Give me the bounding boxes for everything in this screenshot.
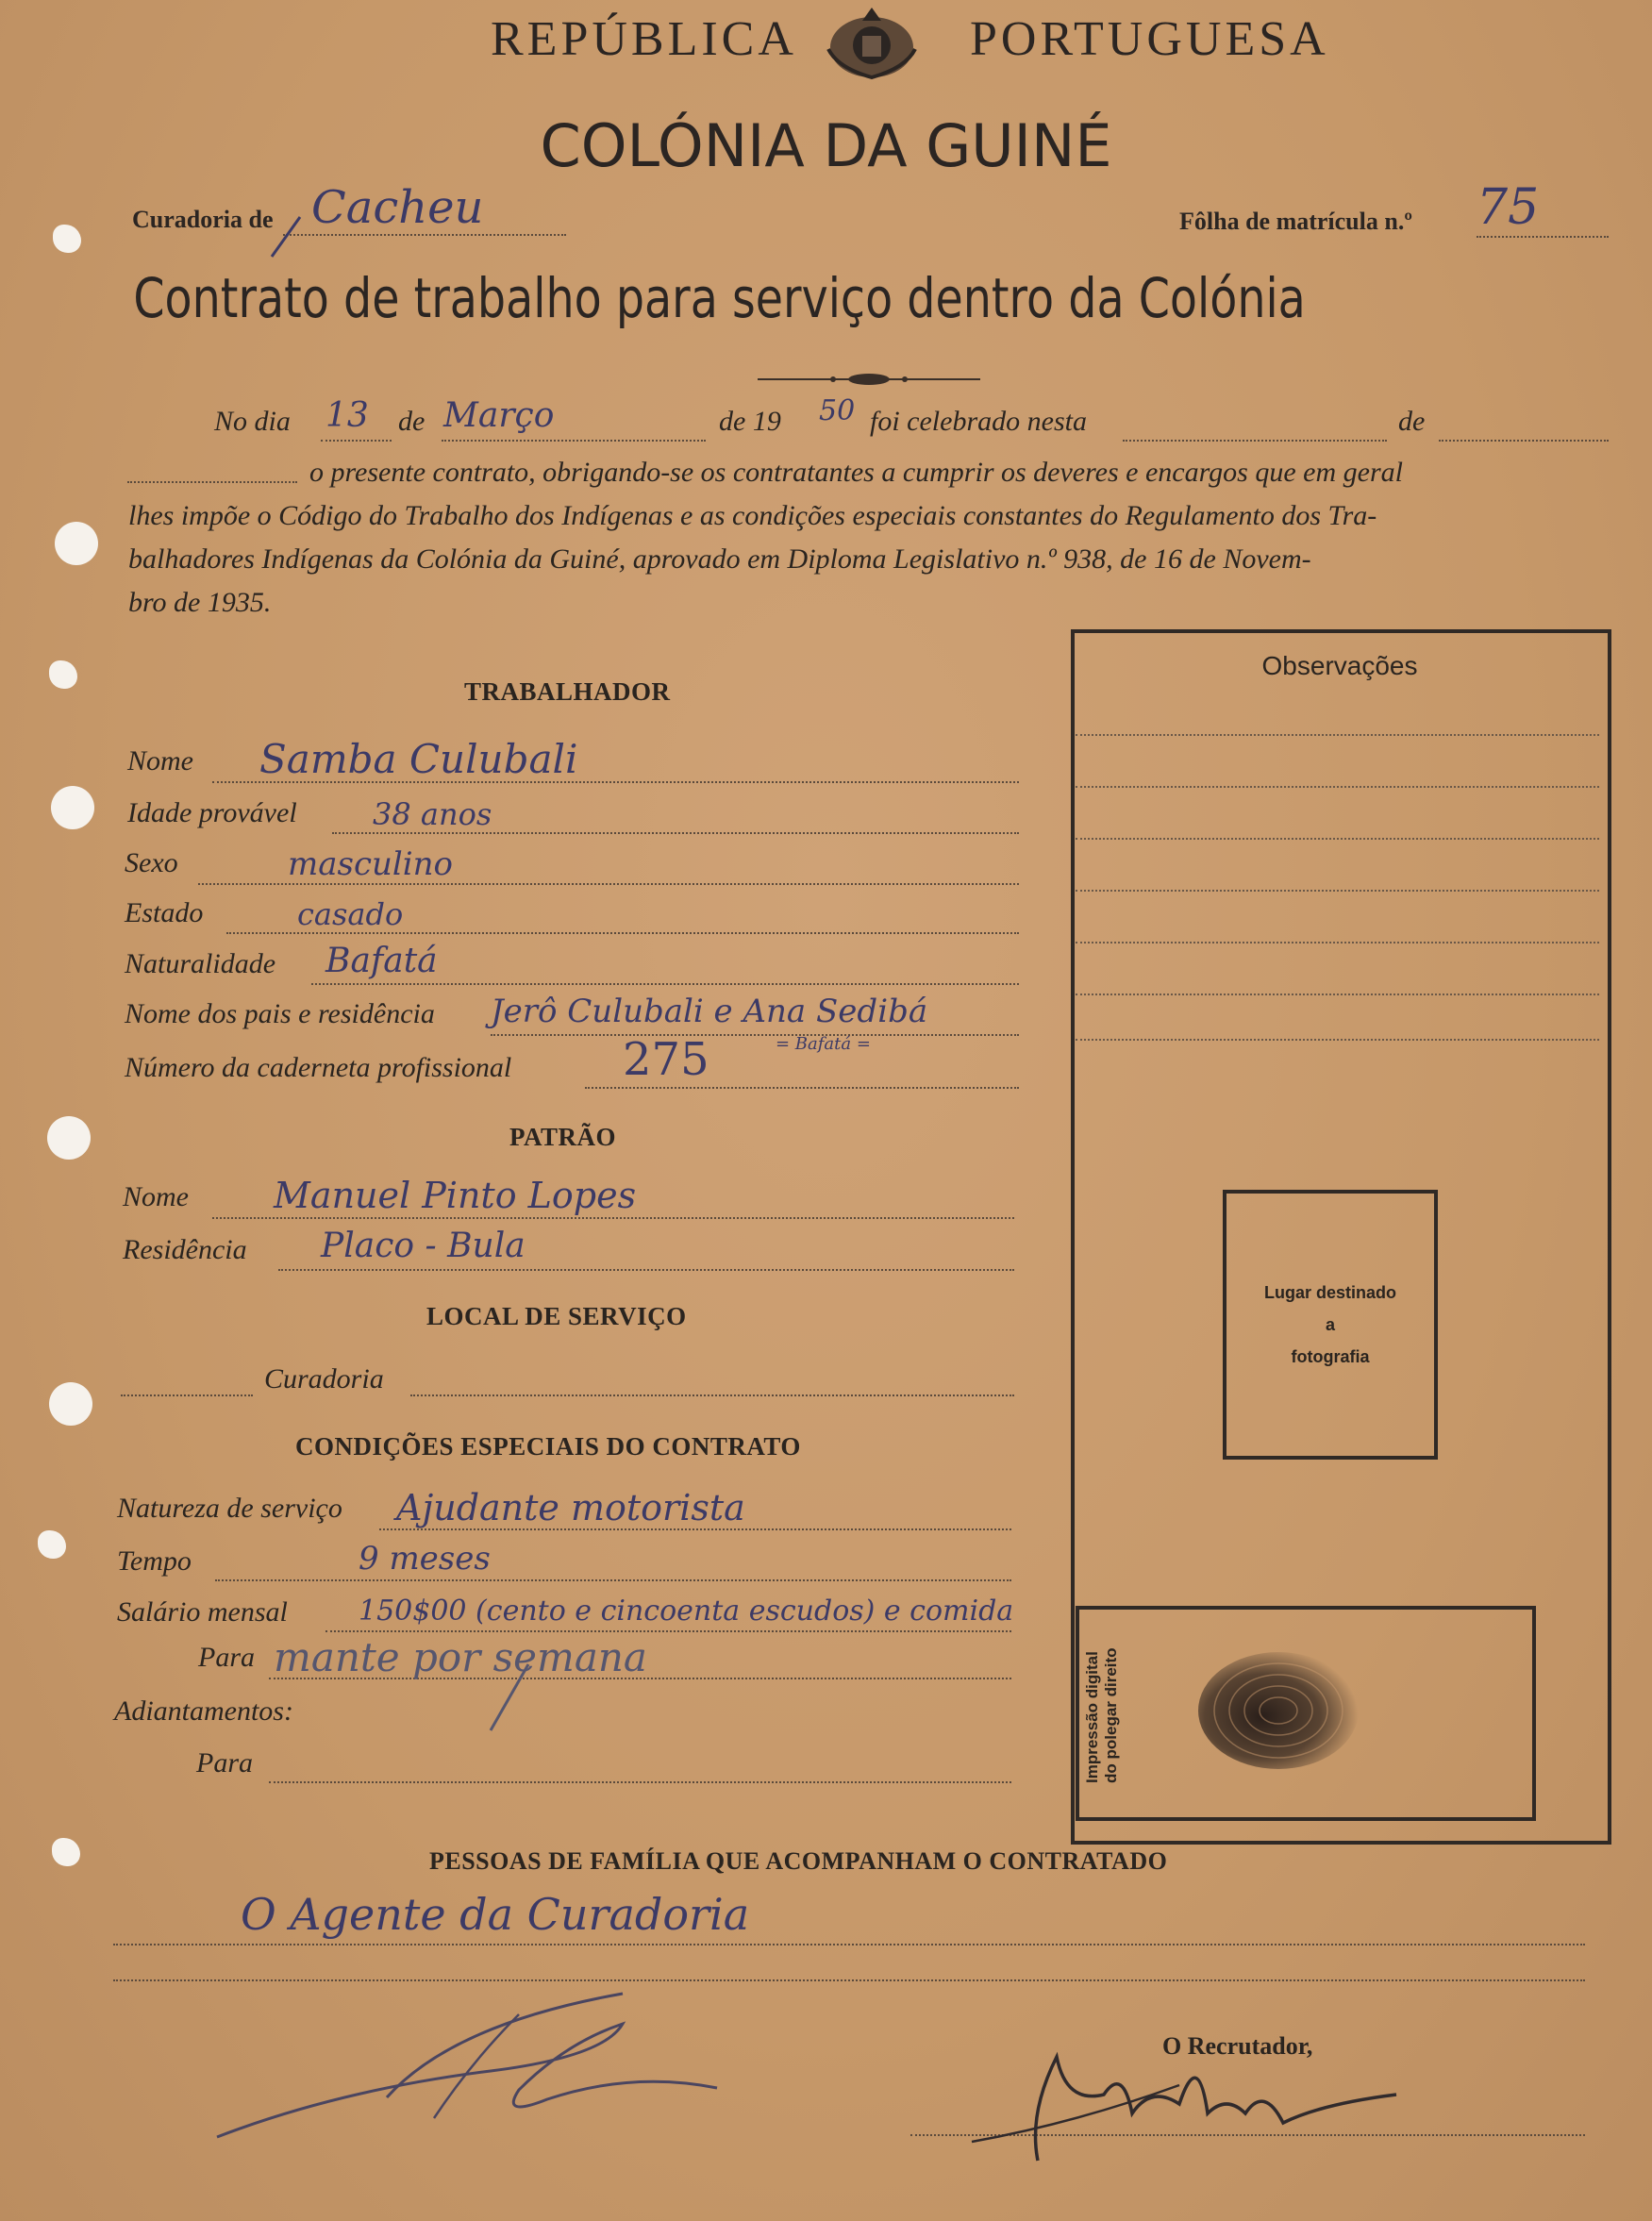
naturalidade-value: Bafatá: [325, 942, 438, 980]
agente-text: O Agente da Curadoria: [241, 1889, 750, 1940]
folha-dotted-line: [1477, 236, 1609, 238]
header-colonia: COLÓNIA DA GUINÉ: [540, 111, 1112, 180]
caderneta-line: [585, 1087, 1019, 1089]
para-value: mante por semana: [274, 1634, 647, 1680]
pais-note: = Bafatá =: [776, 1034, 871, 1054]
para2-label: Para: [196, 1747, 253, 1778]
observacoes-line: [1076, 890, 1599, 892]
punch-hole: [49, 1382, 92, 1426]
intro-foi: foi celebrado nesta: [870, 406, 1087, 437]
estado-line: [226, 932, 1019, 934]
observacoes-line: [1076, 994, 1599, 995]
observacoes-title: Observações: [1261, 651, 1418, 680]
salario-value: 150$00 (cento e cincoenta escudos) e comida: [359, 1595, 1014, 1628]
observacoes-line: [1076, 786, 1599, 788]
photo-placeholder: [1223, 1190, 1438, 1460]
folha-value: 75: [1477, 179, 1540, 236]
observacoes-line: [1076, 734, 1599, 736]
intro-line5: bro de 1935.: [128, 587, 272, 618]
curadoria-dotted-line: [283, 234, 566, 236]
curadoria-value: Cacheu: [311, 181, 484, 234]
observacoes-line: [1076, 942, 1599, 944]
observacoes-line: [1076, 1039, 1599, 1041]
sexo-value: masculino: [288, 845, 454, 883]
intro-month: Março: [443, 396, 555, 435]
month-dotted-line: [442, 440, 706, 442]
observacoes-line: [1076, 838, 1599, 840]
estado-value: casado: [297, 896, 404, 932]
place2-dotted-line: [1439, 440, 1609, 442]
intro-line4: balhadores Indígenas da Colónia da Guiné, aprovado em Diploma Legislativo n.º 938, de 16 de Novem-: [128, 543, 1311, 575]
place-dotted-line: [1123, 440, 1387, 442]
natureza-label: Natureza de serviço: [117, 1493, 342, 1524]
residencia-label: Residência: [123, 1234, 247, 1265]
patrao-nome-label: Nome: [123, 1181, 189, 1212]
pais-label: Nome dos pais e residência: [125, 998, 435, 1029]
folha-label: Fôlha de matrícula n.º: [1179, 208, 1412, 235]
tempo-label: Tempo: [117, 1545, 192, 1577]
residencia-line: [278, 1269, 1014, 1271]
thumbprint-label-line1: Impressão digital: [1083, 1651, 1101, 1783]
intro-line3: lhes impõe o Código do Trabalho dos Indígenas e as condições especiais constantes do Regulamento dos Tra-: [128, 500, 1377, 531]
local-curadoria-line: [410, 1394, 1014, 1396]
photo-label-line2: a: [1325, 1315, 1335, 1334]
agente-signature: [208, 1986, 736, 2146]
punch-hole: [47, 1116, 91, 1160]
recrutador-label: O Recrutador,: [1162, 2032, 1313, 2060]
caderneta-value: 275: [623, 1033, 709, 1086]
intro-de2: de: [1398, 406, 1426, 437]
sexo-label: Sexo: [125, 847, 178, 878]
intro-no-dia: No dia: [214, 406, 291, 437]
day-dotted-line: [321, 440, 392, 442]
para-label: Para: [198, 1642, 255, 1673]
intro-line2: o presente contrato, obrigando-se os contratantes a cumprir os deveres e encargos que em geral: [309, 457, 1403, 488]
contract-title: Contrato de trabalho para serviço dentro da Colónia: [133, 266, 1306, 330]
punch-hole: [55, 522, 98, 565]
patrao-nome-line: [212, 1217, 1014, 1219]
curadoria-label: Curadoria de: [132, 206, 274, 233]
ornament-divider: [758, 371, 980, 388]
pen-stroke: [481, 1661, 538, 1736]
header-republica: REPÚBLICA: [491, 12, 797, 66]
idade-line: [332, 832, 1019, 834]
tempo-line: [215, 1579, 1011, 1581]
line2-dotted-line: [127, 481, 297, 483]
trabalhador-heading: TRABALHADOR: [464, 677, 671, 706]
photo-label-line3: fotografia: [1291, 1347, 1370, 1366]
intro-day: 13: [325, 396, 369, 435]
condicoes-heading: CONDIÇÕES ESPECIAIS DO CONTRATO: [295, 1432, 801, 1461]
photo-label-line1: Lugar destinado: [1263, 1283, 1396, 1302]
familia-line-2: [113, 1979, 1585, 1981]
punch-hole: [51, 786, 94, 829]
familia-line-1: [113, 1944, 1585, 1945]
naturalidade-label: Naturalidade: [125, 948, 276, 979]
recrutador-signature: [962, 2029, 1406, 2170]
intro-year: 50: [819, 394, 856, 427]
caderneta-label: Número da caderneta profissional: [125, 1052, 512, 1083]
local-curadoria-label: Curadoria: [264, 1363, 384, 1394]
pais-line: [491, 1034, 1019, 1036]
trabalhador-nome-label: Nome: [127, 745, 193, 777]
local-prefix-line: [121, 1394, 253, 1396]
pen-stroke: [266, 213, 304, 260]
patrao-nome: Manuel Pinto Lopes: [274, 1175, 637, 1216]
idade-label: Idade provável: [127, 797, 297, 828]
para2-line: [269, 1781, 1011, 1783]
patrao-heading: PATRÃO: [509, 1123, 616, 1151]
thumbprint-label: [1083, 1647, 1121, 1783]
estado-label: Estado: [125, 897, 204, 928]
residencia-value: Placo - Bula: [321, 1227, 526, 1265]
thumbprint-label-line2: do polegar direito: [1102, 1647, 1120, 1783]
salario-label: Salário mensal: [117, 1596, 288, 1628]
adiantamentos-label: Adiantamentos:: [114, 1695, 293, 1727]
trabalhador-nome: Samba Culubali: [259, 736, 578, 782]
coat-of-arms-icon: [819, 2, 925, 81]
naturalidade-line: [311, 983, 1019, 985]
natureza-value: Ajudante motorista: [396, 1487, 745, 1528]
pais-value: Jerô Culubali e Ana Sedibá: [491, 993, 928, 1030]
local-heading: LOCAL DE SERVIÇO: [426, 1302, 687, 1330]
thumbprint-icon: [1193, 1637, 1382, 1778]
intro-de-year: de 19: [719, 406, 781, 437]
salario-line: [325, 1630, 1011, 1632]
header-portuguesa: PORTUGUESA: [970, 12, 1329, 66]
intro-de1: de: [398, 406, 426, 437]
tempo-value: 9 meses: [359, 1540, 491, 1578]
familia-heading: PESSOAS DE FAMÍLIA QUE ACOMPANHAM O CONTRATADO: [429, 1847, 1168, 1875]
sexo-line: [198, 883, 1019, 885]
idade-value: 38 anos: [373, 796, 492, 832]
natureza-line: [379, 1528, 1011, 1530]
